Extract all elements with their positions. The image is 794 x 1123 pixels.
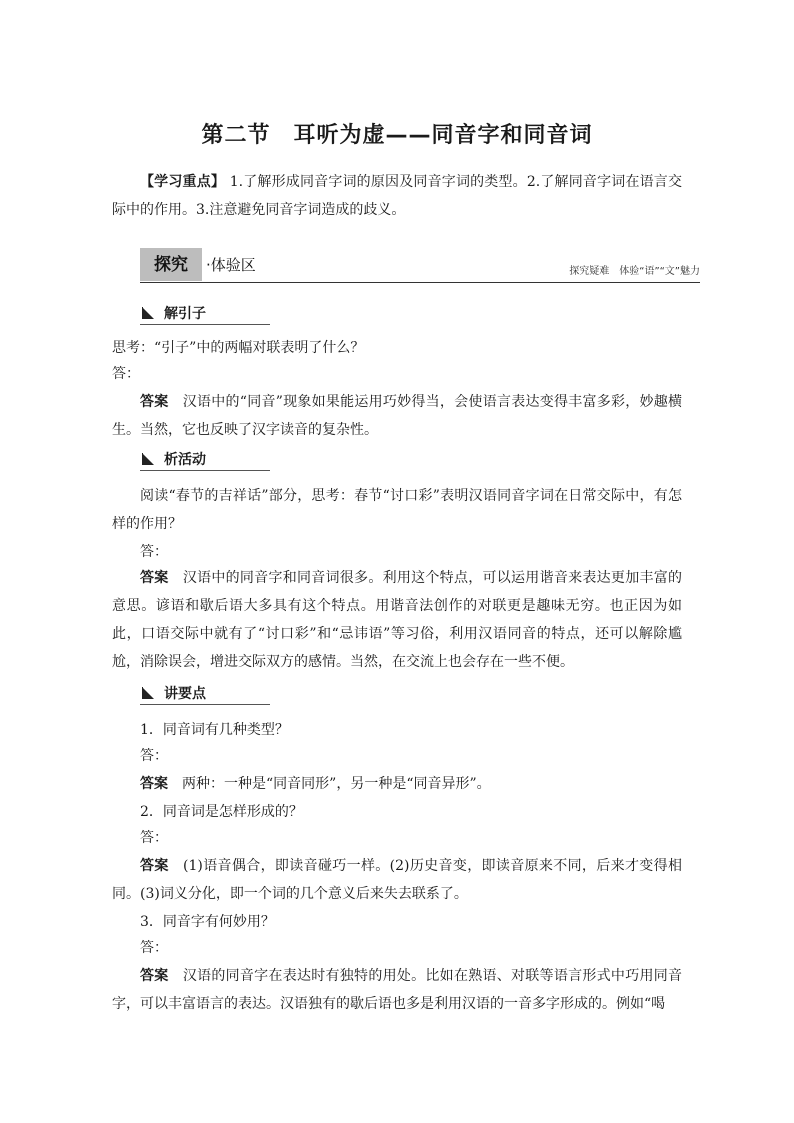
question-3-2 [112, 798, 682, 826]
answer-label-text: 答： [140, 830, 168, 846]
answer-label-text: 答： [140, 940, 168, 956]
banner-sub: ·体验区 [206, 256, 256, 274]
answer-label [112, 360, 682, 388]
triangle-marker-icon [142, 307, 154, 319]
answer-prefix: 答案 [140, 394, 169, 410]
answer-label [112, 824, 682, 852]
section-heading-1 [140, 304, 270, 325]
section-banner [140, 248, 700, 283]
banner-main: 探究 [140, 248, 202, 281]
answer-label-text: 答： [140, 544, 168, 560]
triangle-marker-icon [142, 687, 154, 699]
question-2 [112, 482, 682, 538]
question-3-3 [112, 908, 682, 936]
answer-3-2 [112, 852, 682, 908]
answer-prefix: 答案 [140, 570, 169, 586]
section-heading-text: 解引子 [164, 306, 206, 322]
answer-label [112, 538, 682, 566]
answer-text: 汉语的同音字在表达时有独特的用处。比如在熟语、对联等语言形式中巧用同音字，可以丰富语言的表达。汉语独有的歇后语也多是利用汉语的一音多字形成的。例如“喝 [112, 968, 683, 1012]
question-1 [112, 334, 682, 362]
answer-2 [112, 564, 682, 676]
answer-label [112, 742, 682, 770]
answer-text: 两种：一种是“同音同形”，另一种是“同音异形”。 [168, 776, 491, 792]
answer-text: 汉语中的同音字和同音词很多。利用这个特点，可以运用谐音来表达更加丰富的意思。谚语和歇后语大多具有这个特点。用谐音法创作的对联更是趣味无穷。也正因为如此，口语交际中就有了“讨口彩”和“忌讳语”等习俗，利用汉语同音的特点，还可以解除尴尬，消除误会，增进交际双方的感情。当然，在交流上也会存在一些不便。 [112, 570, 683, 670]
answer-prefix: 答案 [140, 776, 168, 792]
section-heading-text: 析活动 [164, 452, 206, 468]
section-heading-2 [140, 450, 270, 471]
question-text: 3．同音字有何妙用？ [140, 914, 275, 930]
question-3-1 [112, 716, 682, 744]
answer-text: (1)语音偶合，即读音碰巧一样。(2)历史音变，即读音原来不同，后来才变得相同。(3)词义分化，即一个词的几个意义后来失去联系了。 [112, 858, 682, 902]
question-text: 1．同音词有几种类型？ [140, 722, 289, 738]
learning-focus [112, 168, 682, 224]
section-heading-3 [140, 684, 270, 705]
answer-label-text: 答： [140, 748, 168, 764]
banner-right: 探究疑难 体验“语”“文”魅力 [569, 266, 700, 277]
answer-prefix: 答案 [140, 858, 169, 874]
focus-label: 【学习重点】 [140, 174, 226, 190]
question-text: 阅读“春节的吉祥话”部分，思考：春节“讨口彩”表明汉语同音字词在日常交际中，有怎样的作用？ [112, 488, 682, 532]
answer-3-3 [112, 962, 682, 1018]
answer-3-1 [112, 770, 682, 798]
answer-1 [112, 388, 682, 444]
answer-text: 汉语中的“同音”现象如果能运用巧妙得当，会使语言表达变得丰富多彩，妙趣横生。当然，它也反映了汉字读音的复杂性。 [112, 394, 683, 438]
answer-label [112, 934, 682, 962]
question-text: 2．同音词是怎样形成的？ [140, 804, 303, 820]
triangle-marker-icon [142, 453, 154, 465]
answer-prefix: 答案 [140, 968, 169, 984]
question-text: 思考：“引子”中的两幅对联表明了什么？ [112, 340, 365, 356]
page-title: 第二节 耳听为虚——同音字和同音词 [201, 123, 593, 148]
section-heading-text: 讲要点 [164, 686, 206, 702]
focus-text: 1.了解形成同音字词的原因及同音字词的类型。2.了解同音字词在语言交际中的作用。3.注意避免同音字词造成的歧义。 [112, 174, 682, 218]
answer-label-text: 答： [112, 366, 140, 382]
